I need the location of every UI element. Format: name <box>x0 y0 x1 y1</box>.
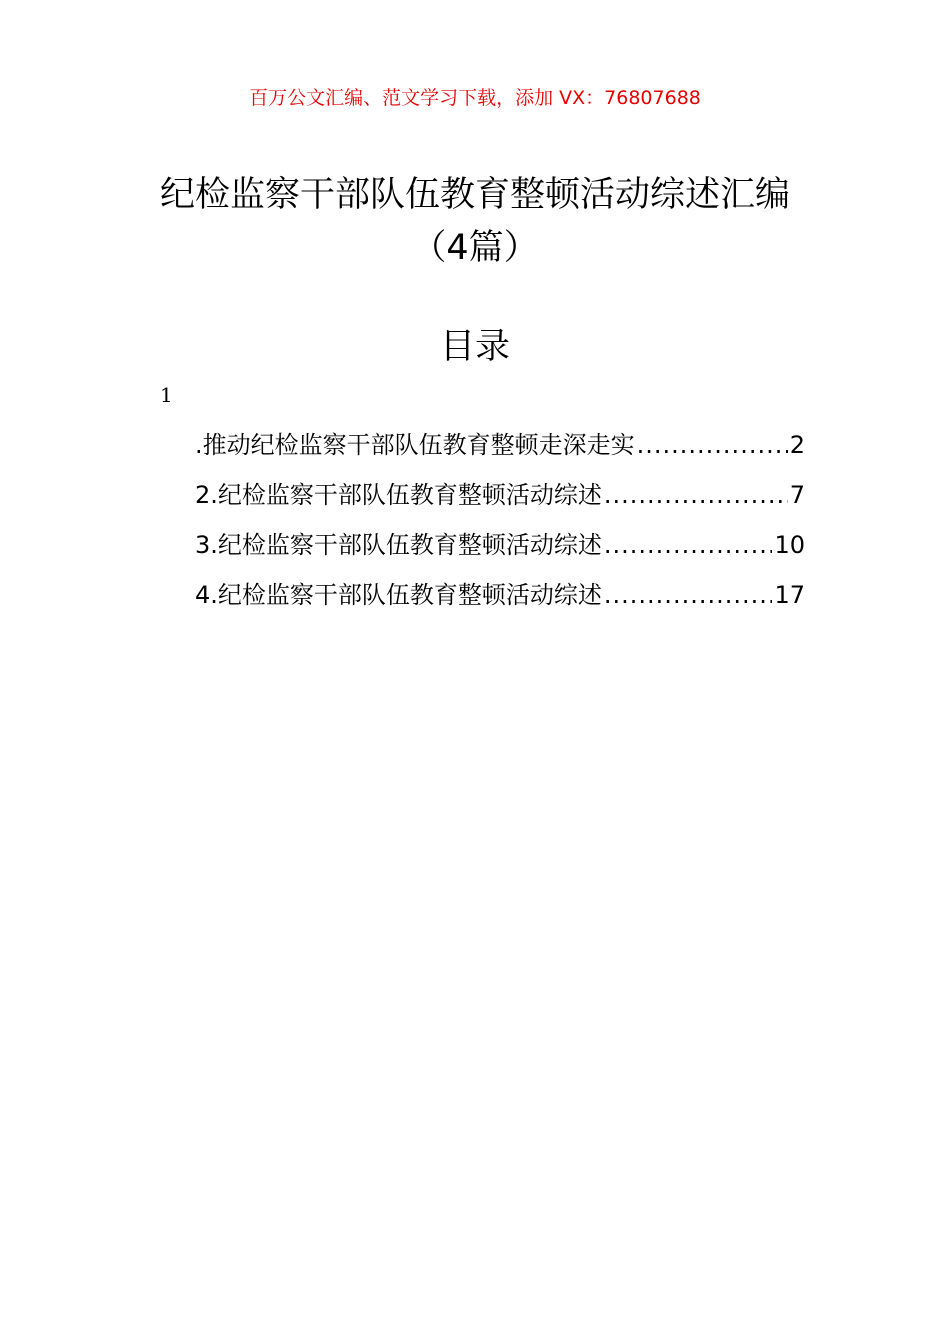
toc-page-number: 10 <box>774 531 805 559</box>
toc-item-4[interactable] <box>195 570 805 620</box>
toc-item-title: 3.纪检监察干部队伍教育整顿活动综述 <box>195 531 602 559</box>
toc-dot-leader <box>637 420 788 470</box>
toc-item-title: 4.纪检监察干部队伍教育整顿活动综述 <box>195 581 602 609</box>
document-title: 纪检监察干部队伍教育整顿活动综述汇编 <box>159 175 790 215</box>
document-subtitle: （4篇） <box>411 228 539 268</box>
toc-item-1[interactable] <box>195 420 805 470</box>
header-watermark-text: 百万公文汇编、范文学习下载，添加 VX：76807688 <box>249 87 701 109</box>
table-of-contents <box>195 420 805 620</box>
toc-page-number: 2 <box>789 431 805 459</box>
toc-dot-leader <box>604 570 773 620</box>
toc-item-2[interactable] <box>195 470 805 520</box>
toc-page-number: 17 <box>774 581 805 609</box>
toc-item-title: .推动纪检监察干部队伍教育整顿走深走实 <box>195 431 635 459</box>
toc-dot-leader <box>604 520 773 570</box>
toc-dot-leader <box>604 470 788 520</box>
toc-list-number: 1 <box>160 383 173 407</box>
toc-page-number: 7 <box>789 481 805 509</box>
toc-item-3[interactable] <box>195 520 805 570</box>
toc-heading: 目录 <box>439 327 510 367</box>
toc-item-title: 2.纪检监察干部队伍教育整顿活动综述 <box>195 481 602 509</box>
